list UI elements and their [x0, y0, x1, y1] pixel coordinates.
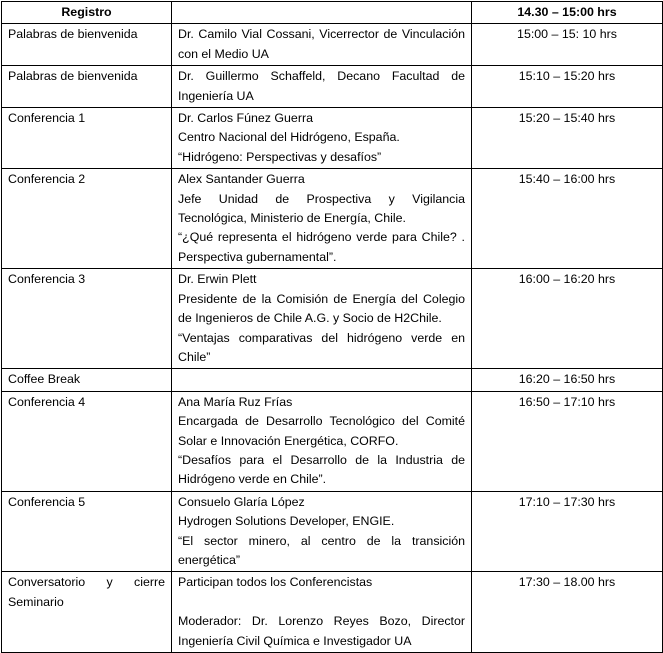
session-time: 17:30 – 18.00 hrs: [472, 572, 663, 653]
detail-line: Encargada de Desarrollo Tecnológico del Comité Solar e Innovación Energética, CORFO.: [178, 414, 465, 448]
detail-line: Consuelo Glaría López: [178, 494, 305, 509]
detail-line: “Ventajas comparativas del hidrógeno verde en Chile”: [178, 330, 465, 364]
schedule-table: [1, 1, 663, 653]
session-details: [172, 24, 472, 66]
session-label: Palabras de bienvenida: [2, 24, 172, 66]
detail-line: “El sector minero, al centro de la transición energética”: [178, 533, 465, 567]
table-row: [2, 491, 663, 572]
detail-line: Presidente de la Comisión de Energía del Colegio de Ingenieros de Chile A.G. y Socio de H2Chile.: [178, 291, 465, 326]
session-time: 17:10 – 17:30 hrs: [472, 491, 663, 572]
session-time: 15:20 – 15:40 hrs: [472, 108, 663, 169]
header-time: 14.30 – 15:00 hrs: [472, 2, 663, 24]
table-row: [2, 269, 663, 369]
session-label: Conferencia 4: [2, 391, 172, 491]
detail-line: “¿Qué representa el hidrógeno verde para Chile? . Perspectiva gubernamental”.: [178, 230, 465, 264]
table-row: [2, 572, 663, 653]
session-time: 15:10 – 15:20 hrs: [472, 66, 663, 108]
session-label: Palabras de bienvenida: [2, 66, 172, 108]
detail-line: “Hidrógeno: Perspectivas y desafíos”: [178, 149, 382, 164]
detail-line: Ana María Ruz Frías: [178, 394, 293, 409]
session-label: Coffee Break: [2, 369, 172, 391]
detail-line: Jefe Unidad de Prospectiva y Vigilancia Tecnológica, Ministerio de Energía, Chile.: [178, 191, 465, 226]
detail-line: Alex Santander Guerra: [178, 172, 305, 187]
session-details: [172, 391, 472, 491]
session-label: Conferencia 3: [2, 269, 172, 369]
session-label: Conversatorio y cierre Seminario: [2, 572, 172, 653]
session-details: [172, 108, 472, 169]
session-time: 15:40 – 16:00 hrs: [472, 169, 663, 269]
table-row: [2, 24, 663, 66]
session-time: 16:50 – 17:10 hrs: [472, 391, 663, 491]
detail-line: Centro Nacional del Hidrógeno, España.: [178, 130, 400, 145]
header-empty: [172, 2, 472, 24]
table-row: [2, 108, 663, 169]
session-time: 16:20 – 16:50 hrs: [472, 369, 663, 391]
table-row: [2, 66, 663, 108]
detail-line: Dr. Erwin Plett: [178, 272, 257, 287]
session-time: 16:00 – 16:20 hrs: [472, 269, 663, 369]
session-details: [172, 269, 472, 369]
session-label: Conferencia 1: [2, 108, 172, 169]
table-row: [2, 369, 663, 391]
session-label: Conferencia 2: [2, 169, 172, 269]
detail-line: Participan todos los Conferencistas: [178, 575, 373, 590]
session-details: [172, 572, 472, 653]
detail-line: Hydrogen Solutions Developer, ENGIE.: [178, 514, 395, 529]
table-row: [2, 391, 663, 491]
detail-line: Dr. Carlos Fúnez Guerra: [178, 111, 313, 126]
session-label: Conferencia 5: [2, 491, 172, 572]
session-time: 15:00 – 15: 10 hrs: [472, 24, 663, 66]
header-registro: Registro: [2, 2, 172, 24]
detail-line: Moderador: Dr. Lorenzo Reyes Bozo, Director Ingeniería Civil Química e Investigador UA: [178, 614, 465, 648]
session-details: [172, 169, 472, 269]
table-row: [2, 169, 663, 269]
detail-line: Dr. Guillermo Schaffeld, Decano Facultad de Ingeniería UA: [178, 69, 465, 103]
session-details: [172, 491, 472, 572]
detail-line: “Desafíos para el Desarrollo de la Industria de Hidrógeno verde en Chile”.: [178, 452, 465, 487]
session-details: [172, 66, 472, 108]
detail-line: Dr. Camilo Vial Cossani, Vicerrector de Vinculación con el Medio UA: [178, 27, 465, 61]
header-row: [2, 2, 663, 24]
detail-line: [178, 593, 465, 612]
session-details: [172, 369, 472, 391]
